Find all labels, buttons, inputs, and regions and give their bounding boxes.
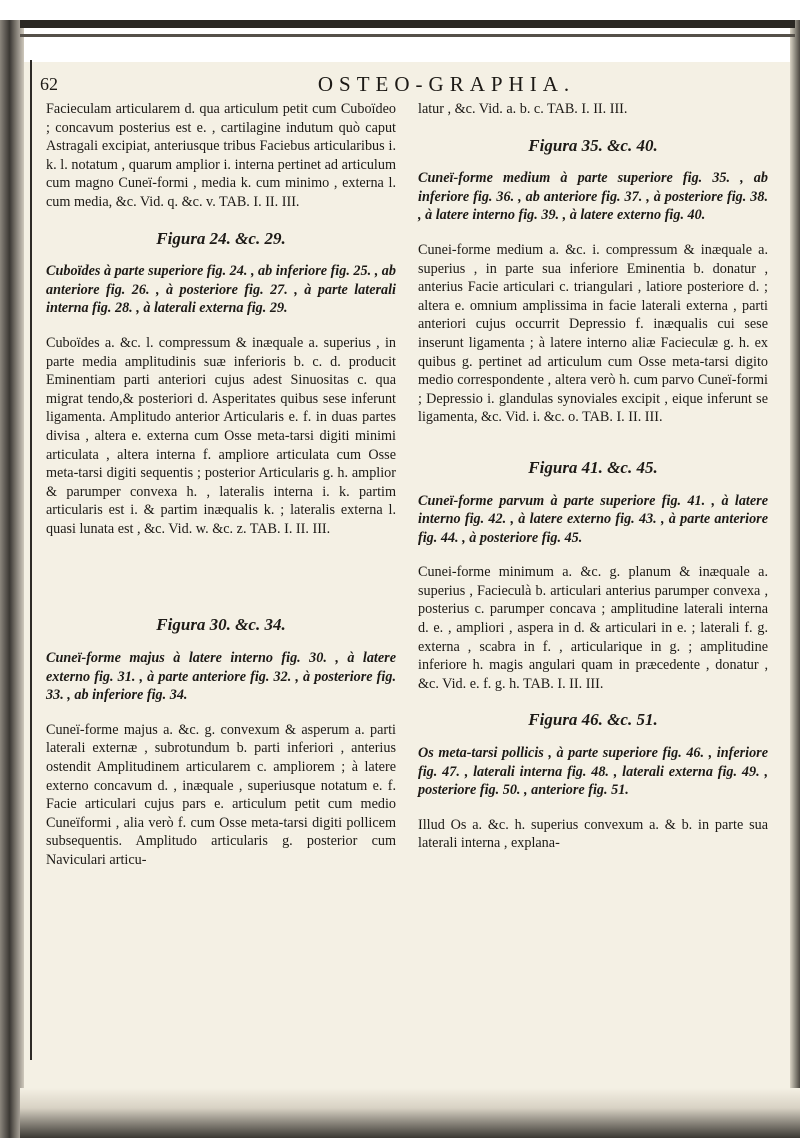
figure-heading: Figura 41. &c. 45.	[528, 457, 658, 477]
page-bottom-edge	[20, 1088, 800, 1138]
figure-caption: Os meta-tarsi pollicis , à parte superiore fig. 46. , inferiore fig. 47. , laterali interna fig. 48. , laterali externa fig. 49. , posteriore fig. 50. , anteriore fig. 51.	[418, 745, 768, 799]
figure-heading: Figura 30. &c. 34.	[156, 615, 286, 635]
page-top-margin	[0, 0, 800, 62]
top-border-rule	[20, 20, 795, 28]
paragraph: Cuboïdes a. &c. l. compressum & inæquale a. superius , in parte media amplitudinis suæ inferioris b. c. d. producit Eminentiam parti anteriori cujus adest Sinuositas c. qua migrat tendo,& posteriori d. Asperitates quibus sese inferunt ligamenta. Amplitudo anterior Articularis e. f. in duas partes divisa , altera e. externa cum Osse meta-tarsi digiti minimi articulata , altera interna f. ampliore articulata cum Osse meta-tarsi digiti sequentis ; posterior Articularis g. h. amplior & parumper convexa h. , lateralis interna i. k. partim articularis est i. & partim inæqualis k. ; lateralis externa l. quasi lunata est , &c. Vid. w. &c. z. TAB. I. II. III.	[46, 334, 396, 537]
left-column	[46, 100, 396, 870]
paragraph: Cunei-forme minimum a. &c. g. planum & inæquale a. superius , Facieculà b. articulari anterius parumper convexa , posterius c. parumper concava ; amplitudine laterali interna d. e. , ampliori , aspera in d. & articulari in e. ; laterali f. g. externa , scabra in f. , articularique in g. ; amplitudine inferiore h. magis angulari quam in præcedente , donatur , &c. Vid. e. f. g. h. TAB. I. II. III.	[418, 564, 768, 692]
paragraph: Illud Os a. &c. h. superius convexum a. & b. in parte sua laterali interna , explana-	[418, 816, 768, 852]
paragraph: Cuneï-forme majus a. &c. g. convexum & asperum a. parti laterali externæ , subrotundum b. parti inferiori , anterius ostendit Amplitudinem articularem c. ampliorem ; à latere externo concavum d. , inæquale , superiusque notatum e. f. Facie articulari cujus pars e. articulum petit cum medio Cuneïformi , alia verò f. cum Osse meta-tarsi digiti pollicem subsequentis. Amplitudo articularis g. posterior cum Naviculari articu-	[46, 721, 396, 868]
binding-shadow-right	[790, 20, 800, 1138]
running-header	[40, 72, 785, 98]
paragraph: Cunei-forme medium a. &c. i. compressum & inæquale a. superius , in parte sua inferiore Eminentia b. donatur , anterius Facie articulari c. triangulari , latiore posteriore d. ; altera e. omnium amplissima in facie laterali externa , parti anteriori cujus occurrit Depressio f. inæqualis cui sese inserunt ligamenta ; à latere interno aliæ Facieculæ g. h. ex quibus g. pertinet ad articulum cum Osse meta-tarsi digito medio correspondente , altera verò h. cum parvo Cuneï-formi ; Depressio i. glandulas synoviales excipit , eique inferunt se ligamenta, &c. Vid. i. &c. o. TAB. I. II. III.	[418, 241, 768, 426]
figure-heading: Figura 35. &c. 40.	[528, 135, 658, 155]
right-column	[418, 100, 768, 853]
left-margin-rule	[30, 60, 32, 1060]
binding-shadow-left	[0, 20, 24, 1138]
paragraph: latur , &c. Vid. a. b. c. TAB. I. II. III.	[418, 101, 628, 117]
figure-caption: Cuneï-forme parvum à parte superiore fig. 41. , à latere interno fig. 42. , à latere externo fig. 43. , à parte anteriore fig. 44. , à posteriore fig. 45.	[418, 492, 768, 546]
page-number: 62	[40, 74, 58, 94]
figure-heading: Figura 24. &c. 29.	[156, 228, 286, 248]
top-border-rule-thin	[20, 34, 795, 37]
running-title: OSTEO-GRAPHIA.	[317, 72, 576, 96]
paragraph: Facieculam articularem d. qua articulum petit cum Cuboïdeo ; concavum posterius est e. , cartilagine indutum quò caput Astragali excipiat, anteriusque tribus Faciebus articularibus i. k. l. notatum , quarum amplior i. interna pertinet ad articulum cum magno Cuneï-formi , media k. cum minimo , externa l. cum media, &c. Vid. q. &c. v. TAB. I. II. III.	[46, 101, 396, 210]
figure-caption: Cuboïdes à parte superiore fig. 24. , ab inferiore fig. 25. , ab anteriore fig. 26. , à posteriore fig. 27. , à parte laterali interna fig. 28. , à laterali externa fig. 29.	[46, 263, 396, 317]
figure-caption: Cuneï-forme medium à parte superiore fig. 35. , ab inferiore fig. 36. , ab anteriore fig. 37. , à posteriore fig. 38. , à latere interno fig. 39. , à latere externo fig. 40.	[418, 170, 768, 224]
figure-heading: Figura 46. &c. 51.	[528, 710, 658, 730]
figure-caption: Cuneï-forme majus à latere interno fig. 30. , à latere externo fig. 31. , à parte anteriore fig. 32. , à posteriore fig. 33. , ab inferiore fig. 34.	[46, 650, 396, 704]
